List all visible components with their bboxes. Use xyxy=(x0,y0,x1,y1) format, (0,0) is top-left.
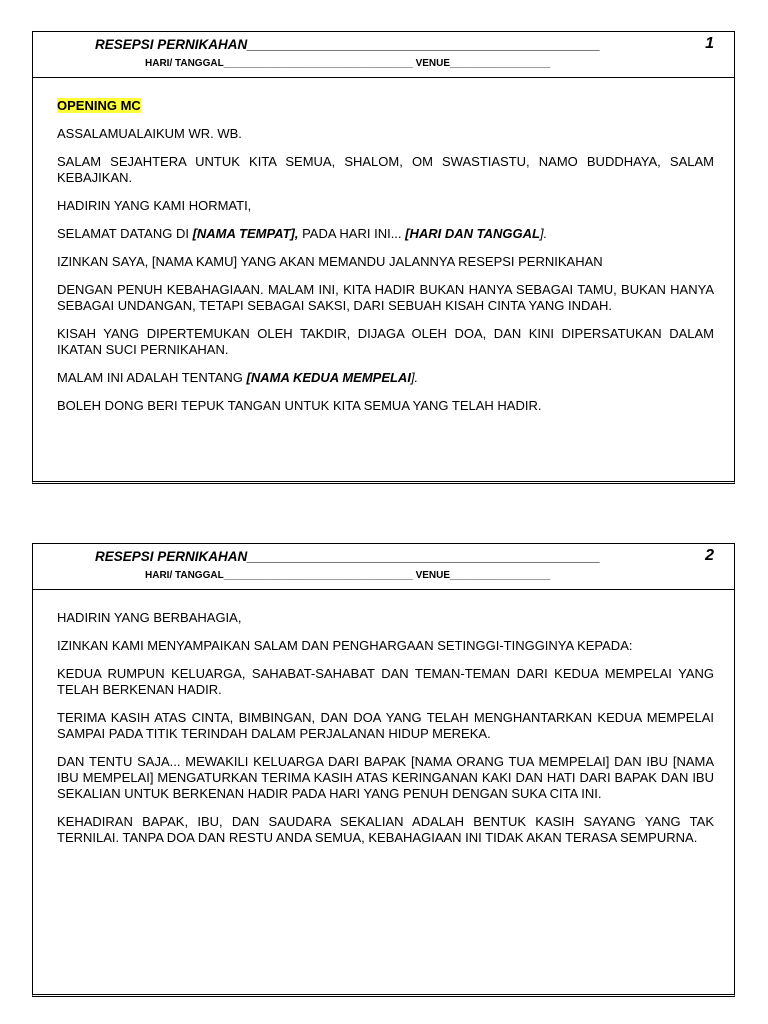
paragraph: HADIRIN YANG BERBAHAGIA, xyxy=(57,610,242,625)
card-title: RESEPSI PERNIKAHAN_______________________________________________ xyxy=(95,37,601,52)
date-field-label: HARI/ TANGGAL__________________________________ xyxy=(145,570,413,581)
card-title: RESEPSI PERNIKAHAN_______________________________________________ xyxy=(95,549,601,564)
card-content xyxy=(33,590,734,846)
text-run: SELAMAT DATANG DI xyxy=(57,226,193,241)
opening-mc-label: OPENING MC xyxy=(57,98,141,113)
paragraph xyxy=(57,370,714,386)
script-card-1 xyxy=(32,31,735,484)
paragraph: IZINKAN SAYA, [NAMA KAMU] YANG AKAN MEMANDU JALANNYA RESEPSI PERNIKAHAN xyxy=(57,254,603,269)
paragraph: DENGAN PENUH KEBAHAGIAAN. MALAM INI, KITA HADIR BUKAN HANYA SEBAGAI TAMU, BUKAN HANYA SEBAGAI UNDANGAN, TETAPI SEBAGAI SAKSI, DARI SEBUAH KISAH CINTA YANG INDAH. xyxy=(57,282,714,313)
card-header xyxy=(33,32,734,78)
paragraph: KEHADIRAN BAPAK, IBU, DAN SAUDARA SEKALIAN ADALAH BENTUK KASIH SAYANG YANG TAK TERNILAI. TANPA DOA DAN RESTU ANDA SEMUA, KEBAHAGIAAN INI TIDAK AKAN TERASA SEMPURNA. xyxy=(57,814,714,845)
paragraph: BOLEH DONG BERI TEPUK TANGAN UNTUK KITA SEMUA YANG TELAH HADIR. xyxy=(57,398,542,413)
card-content xyxy=(33,78,734,414)
paragraph: DAN TENTU SAJA... MEWAKILI KELUARGA DARI BAPAK [NAMA ORANG TUA MEMPELAI] DAN IBU [NAMA IBU MEMPELAI] MENGATURKAN TERIMA KASIH ATAS KERINGANAN KAKI DAN HATI DARI BAPAK DAN IBU SEKALIAN UNTUK BERKENAN HADIR PADA HARI YANG PENUH DENGAN SUKA CITA INI. xyxy=(57,754,714,801)
text-run: PADA HARI INI... xyxy=(298,226,406,241)
date-field-label: HARI/ TANGGAL__________________________________ xyxy=(145,58,413,69)
placeholder-place: [NAMA TEMPAT], xyxy=(192,226,299,241)
venue-field-label: VENUE__________________ xyxy=(415,58,551,69)
paragraph: HADIRIN YANG KAMI HORMATI, xyxy=(57,198,252,213)
card-subtitle xyxy=(145,58,550,69)
card-number: 1 xyxy=(705,35,714,52)
paragraph: ASSALAMUALAIKUM WR. WB. xyxy=(57,126,242,141)
text-run: ]. xyxy=(410,370,419,385)
paragraph: SALAM SEJAHTERA UNTUK KITA SEMUA, SHALOM, OM SWASTIASTU, NAMO BUDDHAYA, SALAM KEBAJIKAN. xyxy=(57,154,714,185)
section-label xyxy=(57,98,714,114)
paragraph: TERIMA KASIH ATAS CINTA, BIMBINGAN, DAN DOA YANG TELAH MENGHANTARKAN KEDUA MEMPELAI SAMPAI PADA TITIK TERINDAH DALAM PERJALANAN HIDUP MEREKA. xyxy=(57,710,714,741)
venue-field-label: VENUE__________________ xyxy=(415,570,551,581)
text-run: MALAM INI ADALAH TENTANG xyxy=(57,370,247,385)
paragraph: KISAH YANG DIPERTEMUKAN OLEH TAKDIR, DIJAGA OLEH DOA, DAN KINI DIPERSATUKAN DALAM IKATAN SUCI PERNIKAHAN. xyxy=(57,326,714,357)
paragraph xyxy=(57,226,714,242)
paragraph: KEDUA RUMPUN KELUARGA, SAHABAT-SAHABAT DAN TEMAN-TEMAN DARI KEDUA MEMPELAI YANG TELAH BERKENAN HADIR. xyxy=(57,666,714,697)
text-run: ]. xyxy=(539,226,548,241)
card-subtitle xyxy=(145,570,550,581)
script-card-2 xyxy=(32,543,735,997)
card-number: 2 xyxy=(705,547,714,564)
paragraph: IZINKAN KAMI MENYAMPAIKAN SALAM DAN PENGHARGAAN SETINGGI-TINGGINYA KEPADA: xyxy=(57,638,633,653)
placeholder-couple: [NAMA KEDUA MEMPELAI xyxy=(246,370,411,385)
placeholder-date: [HARI DAN TANGGAL xyxy=(405,226,540,241)
card-header xyxy=(33,544,734,590)
